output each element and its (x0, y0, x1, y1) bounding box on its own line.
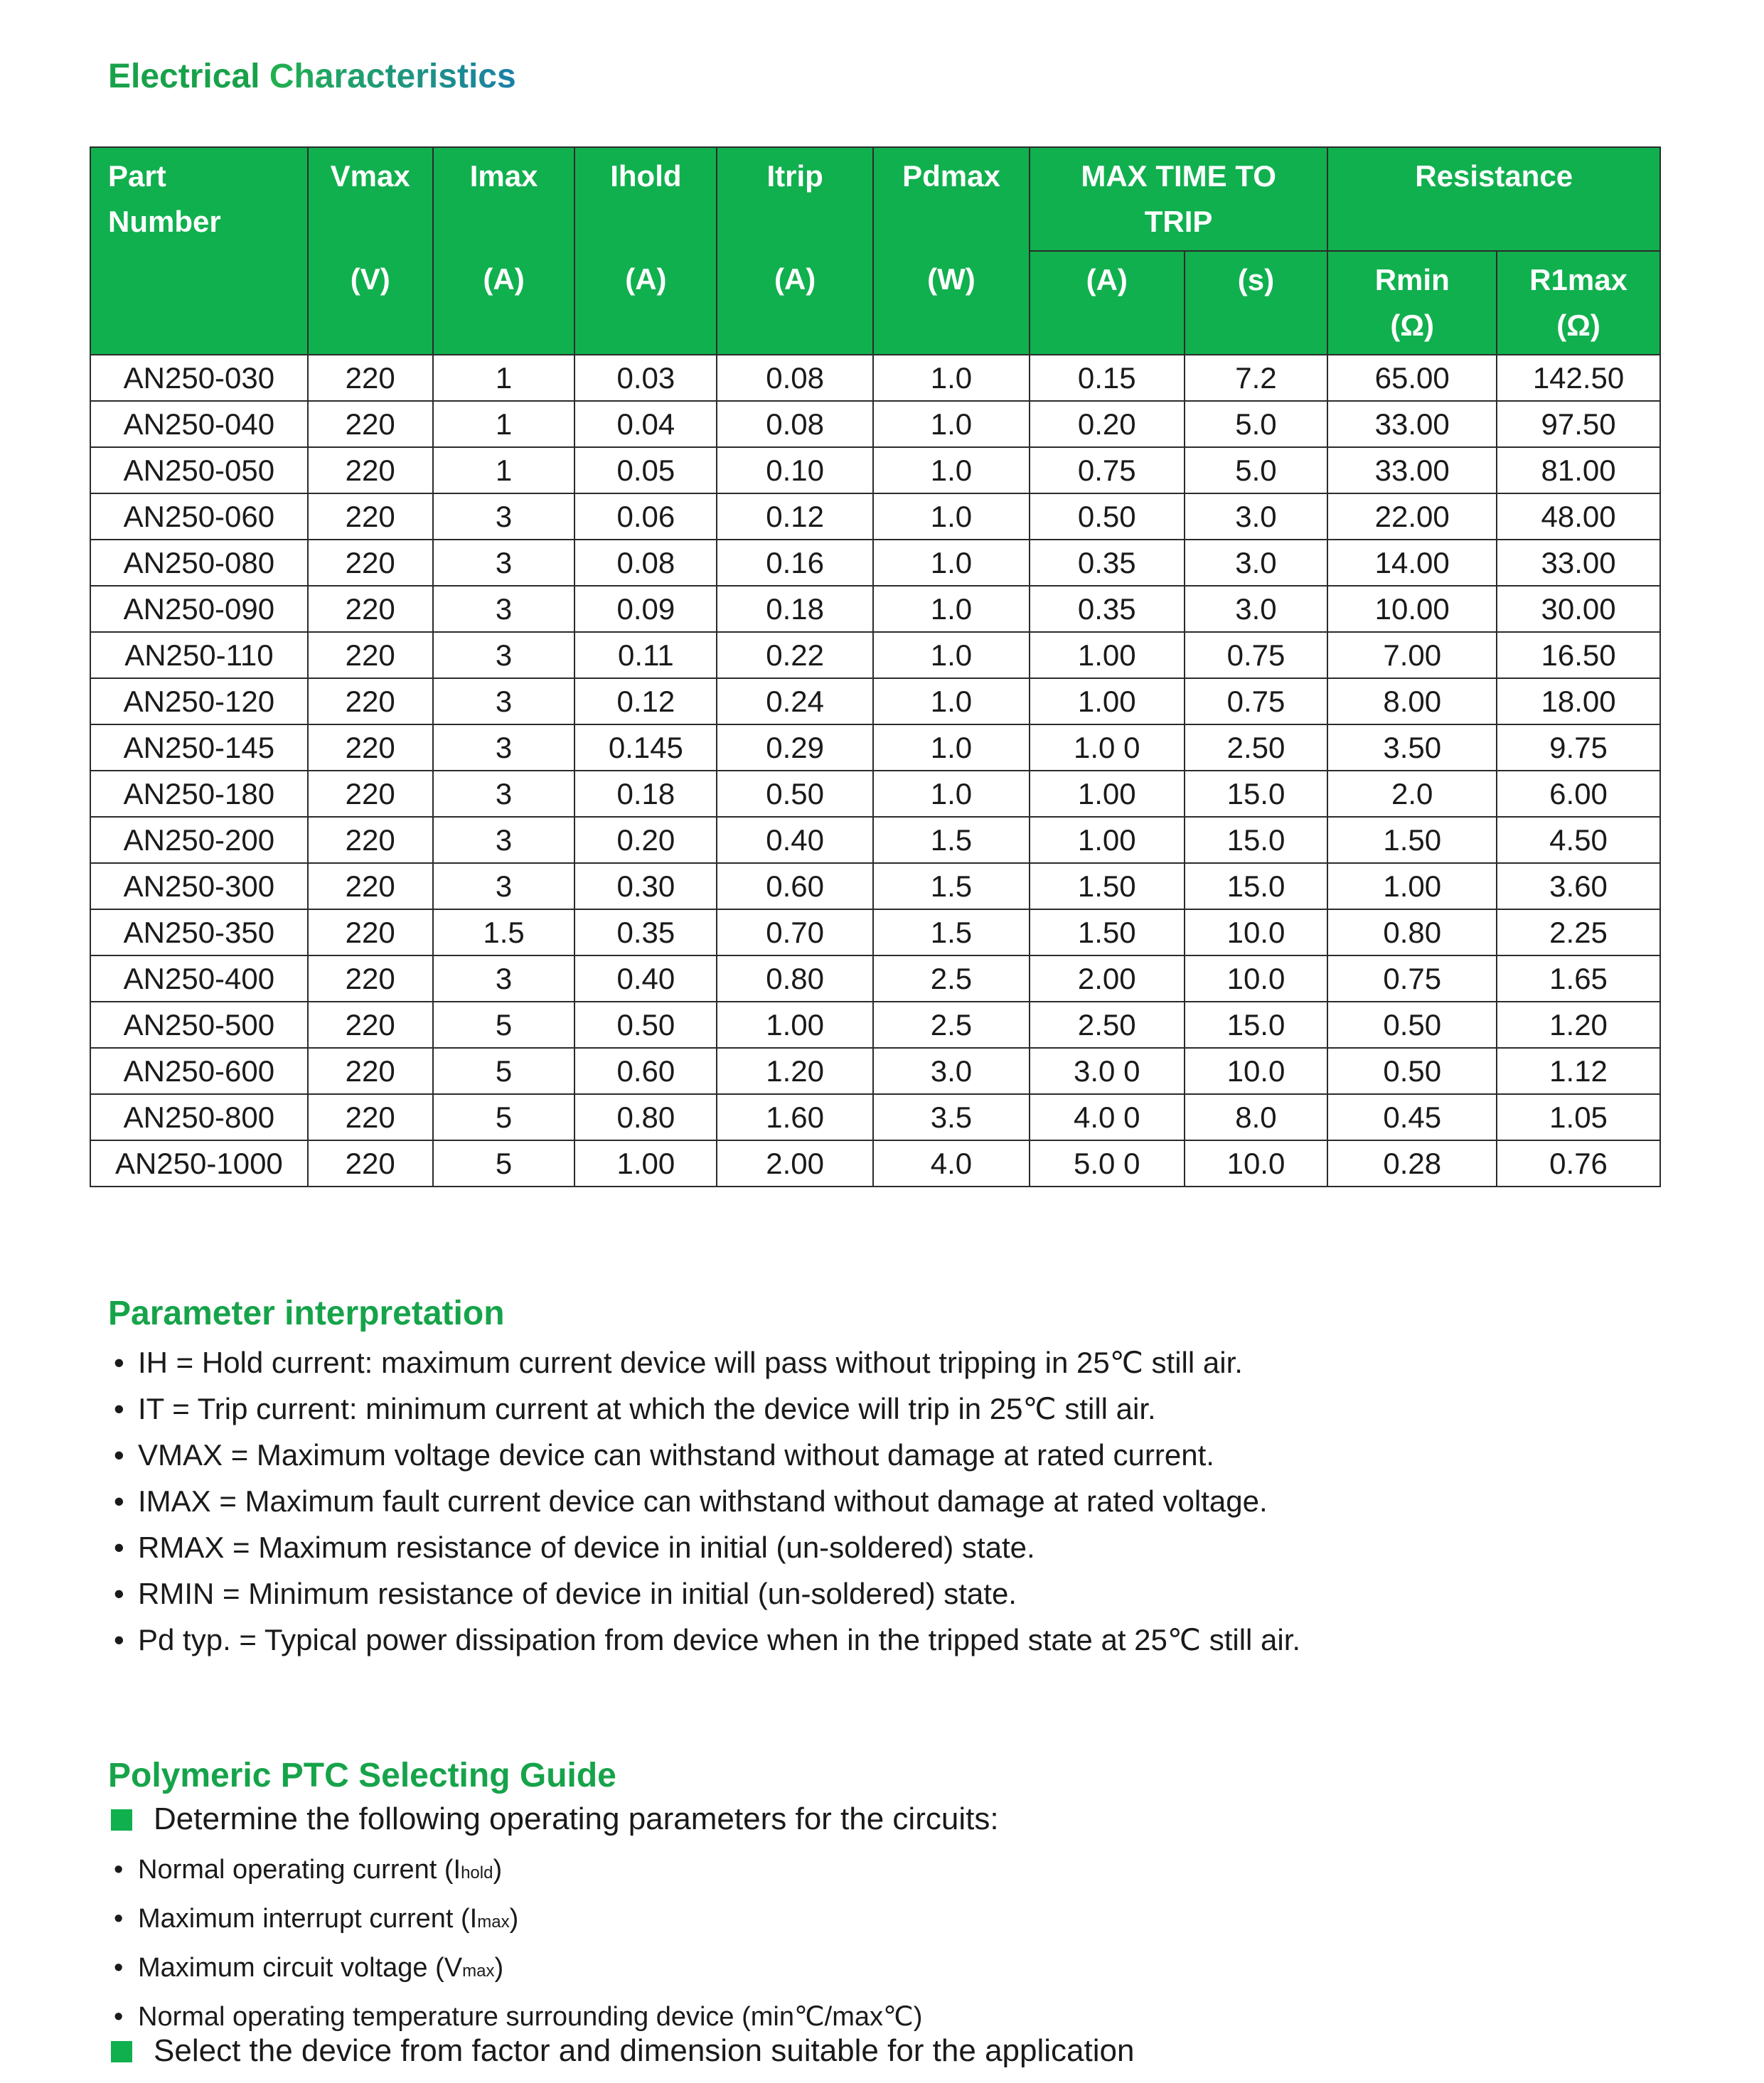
part-number-cell: AN250-080 (90, 540, 308, 586)
part-number-cell: AN250-060 (90, 493, 308, 540)
table-cell: 2.5 (873, 955, 1030, 1002)
table-cell: 33.00 (1497, 540, 1660, 586)
table-cell: 0.20 (574, 817, 717, 863)
table-cell: 30.00 (1497, 586, 1660, 632)
table-cell: 0.28 (1327, 1140, 1497, 1187)
table-row (90, 909, 1660, 955)
unit-trip-a: (A) (1030, 251, 1185, 355)
table-cell: 3 (433, 678, 575, 724)
table-cell: 1 (433, 401, 575, 447)
part-number-cell: AN250-500 (90, 1002, 308, 1048)
selecting-guide-title: Polymeric PTC Selecting Guide (108, 1757, 616, 1794)
part-number-cell: AN250-1000 (90, 1140, 308, 1187)
table-cell: 0.50 (1030, 493, 1185, 540)
table-row (90, 355, 1660, 401)
table-cell: 220 (308, 771, 433, 817)
table-cell: 1.50 (1030, 909, 1185, 955)
table-cell: 0.145 (574, 724, 717, 771)
part-number-cell: AN250-145 (90, 724, 308, 771)
table-cell: 0.40 (717, 817, 873, 863)
table-row (90, 678, 1660, 724)
table-cell: 1.00 (1030, 771, 1185, 817)
table-cell: 1.00 (1030, 817, 1185, 863)
table-cell: 220 (308, 540, 433, 586)
table-cell: 1.50 (1030, 863, 1185, 909)
table-cell: 0.12 (717, 493, 873, 540)
table-cell: 0.18 (574, 771, 717, 817)
table-cell: 10.0 (1185, 1140, 1328, 1187)
table-cell: 1.5 (873, 909, 1030, 955)
electrical-characteristics-title (108, 57, 516, 96)
table-cell: 0.08 (717, 355, 873, 401)
table-cell: 7.2 (1185, 355, 1328, 401)
table-cell: 2.0 (1327, 771, 1497, 817)
bullet-icon: • (114, 1438, 124, 1472)
table-cell: 220 (308, 401, 433, 447)
table-cell: 220 (308, 493, 433, 540)
table-cell: 1.20 (717, 1048, 873, 1094)
table-cell: 0.35 (1030, 540, 1185, 586)
table-cell: 0.30 (574, 863, 717, 909)
table-cell: 1 (433, 447, 575, 493)
bullet-icon: • (114, 1531, 124, 1564)
table-cell: 1.0 0 (1030, 724, 1185, 771)
part-number-cell: AN250-800 (90, 1094, 308, 1140)
table-cell: 0.08 (717, 401, 873, 447)
table-cell: 65.00 (1327, 355, 1497, 401)
table-cell: 1.00 (574, 1140, 717, 1187)
table-cell: 3.0 (1185, 540, 1328, 586)
table-cell: 1.0 (873, 586, 1030, 632)
table-cell: 7.00 (1327, 632, 1497, 678)
table-cell: 2.00 (717, 1140, 873, 1187)
table-cell: 1.00 (1030, 678, 1185, 724)
table-cell: 5.0 (1185, 401, 1328, 447)
electrical-characteristics-table (90, 146, 1661, 1187)
table-cell: 220 (308, 909, 433, 955)
table-cell: 0.60 (574, 1048, 717, 1094)
table-cell: 3.5 (873, 1094, 1030, 1140)
table-cell: 5.0 0 (1030, 1140, 1185, 1187)
table-cell: 1.0 (873, 724, 1030, 771)
table-cell: 0.80 (717, 955, 873, 1002)
table-cell: 3.0 (1185, 493, 1328, 540)
table-row (90, 447, 1660, 493)
table-cell: 15.0 (1185, 817, 1328, 863)
title-word-electrical: Electrical (108, 58, 260, 95)
table-cell: 3.0 (1185, 586, 1328, 632)
unit-imax-a: (A) (433, 251, 575, 355)
table-cell: 1.65 (1497, 955, 1660, 1002)
table-cell: 0.50 (1327, 1002, 1497, 1048)
guide-item: • Normal operating current (Ihold) (114, 1847, 922, 1896)
parameter-list (114, 1339, 1300, 1663)
table-cell: 220 (308, 724, 433, 771)
green-square-icon (111, 2041, 132, 2062)
table-cell: 1.0 (873, 447, 1030, 493)
table-cell: 33.00 (1327, 447, 1497, 493)
table-cell: 0.22 (717, 632, 873, 678)
table-cell: 81.00 (1497, 447, 1660, 493)
table-cell: 220 (308, 1140, 433, 1187)
header-rmin: Rmin (Ω) (1327, 251, 1497, 355)
table-cell: 5 (433, 1140, 575, 1187)
part-number-cell: AN250-050 (90, 447, 308, 493)
parameter-item: • IT = Trip current: minimum current at which the device will trip in 25℃ still air. (114, 1386, 1300, 1432)
table-cell: 1.0 (873, 493, 1030, 540)
table-cell: 1.5 (873, 817, 1030, 863)
table-row (90, 632, 1660, 678)
table-cell: 1.0 (873, 355, 1030, 401)
part-number-cell: AN250-090 (90, 586, 308, 632)
bullet-icon: • (114, 1855, 124, 1885)
table-row (90, 1140, 1660, 1187)
table-cell: 4.0 0 (1030, 1094, 1185, 1140)
table-cell: 3 (433, 540, 575, 586)
header-r1max: R1max (Ω) (1497, 251, 1660, 355)
table-cell: 15.0 (1185, 771, 1328, 817)
table-cell: 3.60 (1497, 863, 1660, 909)
table-cell: 15.0 (1185, 1002, 1328, 1048)
green-square-icon (111, 1809, 132, 1831)
table-cell: 18.00 (1497, 678, 1660, 724)
bullet-icon: • (114, 1577, 124, 1610)
part-number-cell: AN250-600 (90, 1048, 308, 1094)
table-cell: 0.50 (717, 771, 873, 817)
guide-item: • Maximum interrupt current (Imax) (114, 1896, 922, 1945)
table-cell: 0.06 (574, 493, 717, 540)
table-cell: 97.50 (1497, 401, 1660, 447)
header-itrip: Itrip (717, 147, 873, 251)
table-cell: 220 (308, 817, 433, 863)
parameter-item: • RMAX = Maximum resistance of device in initial (un-soldered) state. (114, 1524, 1300, 1570)
part-number-cell: AN250-300 (90, 863, 308, 909)
table-cell: 8.0 (1185, 1094, 1328, 1140)
table-cell: 1.05 (1497, 1094, 1660, 1140)
table-cell: 0.09 (574, 586, 717, 632)
table-cell: 10.0 (1185, 955, 1328, 1002)
table-cell: 33.00 (1327, 401, 1497, 447)
table-cell: 0.03 (574, 355, 717, 401)
table-cell: 15.0 (1185, 863, 1328, 909)
table-cell: 0.18 (717, 586, 873, 632)
table-cell: 14.00 (1327, 540, 1497, 586)
unit-itrip-a: (A) (717, 251, 873, 355)
table-cell: 5 (433, 1002, 575, 1048)
table-cell: 0.76 (1497, 1140, 1660, 1187)
table-cell: 1.00 (717, 1002, 873, 1048)
table-row (90, 955, 1660, 1002)
guide-heading-determine: Determine the following operating parameters for the circuits: (111, 1801, 999, 1837)
table-cell: 220 (308, 586, 433, 632)
table-cell: 1.0 (873, 771, 1030, 817)
table-cell: 3 (433, 863, 575, 909)
table-cell: 5 (433, 1048, 575, 1094)
table-cell: 4.0 (873, 1140, 1030, 1187)
unit-ihold-a: (A) (574, 251, 717, 355)
table-row (90, 540, 1660, 586)
table-cell: 0.35 (574, 909, 717, 955)
table-row (90, 1002, 1660, 1048)
table-cell: 4.50 (1497, 817, 1660, 863)
table-cell: 0.24 (717, 678, 873, 724)
header-pdmax: Pdmax (873, 147, 1030, 251)
table-cell: 0.50 (574, 1002, 717, 1048)
header-imax: Imax (433, 147, 575, 251)
table-cell: 3.0 0 (1030, 1048, 1185, 1094)
header-ihold: Ihold (574, 147, 717, 251)
table-cell: 3.0 (873, 1048, 1030, 1094)
table-cell: 1.0 (873, 401, 1030, 447)
table-cell: 2.50 (1030, 1002, 1185, 1048)
parameter-item: • Pd typ. = Typical power dissipation from device when in the tripped state at 25℃ still air. (114, 1617, 1300, 1663)
table-cell: 220 (308, 863, 433, 909)
table-cell: 1.5 (873, 863, 1030, 909)
unit-w: (W) (873, 251, 1030, 355)
unit-v: (V) (308, 251, 433, 355)
parameter-item: • IH = Hold current: maximum current device will pass without tripping in 25℃ still air. (114, 1339, 1300, 1386)
table-cell: 220 (308, 1048, 433, 1094)
part-number-cell: AN250-200 (90, 817, 308, 863)
table-cell: 2.50 (1185, 724, 1328, 771)
table-cell: 220 (308, 447, 433, 493)
part-number-cell: AN250-030 (90, 355, 308, 401)
table-row (90, 401, 1660, 447)
bullet-icon: • (114, 1623, 124, 1656)
table-cell: 2.00 (1030, 955, 1185, 1002)
unit-s: (s) (1185, 251, 1328, 355)
table-cell: 16.50 (1497, 632, 1660, 678)
bullet-icon: • (114, 1484, 124, 1518)
header-vmax: Vmax (308, 147, 433, 251)
parameter-interpretation-title: Parameter interpretation (108, 1295, 505, 1332)
table-cell: 3 (433, 586, 575, 632)
table-cell: 3 (433, 817, 575, 863)
table-cell: 220 (308, 955, 433, 1002)
bullet-icon: • (114, 1346, 124, 1379)
table-cell: 0.45 (1327, 1094, 1497, 1140)
table-cell: 220 (308, 632, 433, 678)
table-cell: 220 (308, 1094, 433, 1140)
table-cell: 9.75 (1497, 724, 1660, 771)
table-row (90, 493, 1660, 540)
guide-list (114, 1847, 922, 2043)
table-cell: 1.12 (1497, 1048, 1660, 1094)
table-cell: 0.20 (1030, 401, 1185, 447)
table-cell: 1.00 (1327, 863, 1497, 909)
table-cell: 220 (308, 1002, 433, 1048)
parameter-item: • IMAX = Maximum fault current device can withstand without damage at rated voltage. (114, 1478, 1300, 1524)
table-body (90, 355, 1660, 1187)
table-row (90, 1048, 1660, 1094)
bullet-icon: • (114, 1953, 124, 1983)
table-cell: 0.70 (717, 909, 873, 955)
table-cell: 10.0 (1185, 1048, 1328, 1094)
table-cell: 2.25 (1497, 909, 1660, 955)
table-row (90, 1094, 1660, 1140)
header-part-number: Part Number (90, 147, 308, 355)
guide-item: • Normal operating temperature surrounding device (min℃/max℃) (114, 1994, 922, 2043)
table-cell: 8.00 (1327, 678, 1497, 724)
table-cell: 1.00 (1030, 632, 1185, 678)
table-cell: 3 (433, 724, 575, 771)
table-cell: 10.00 (1327, 586, 1497, 632)
table-cell: 0.12 (574, 678, 717, 724)
table-row (90, 586, 1660, 632)
table-cell: 48.00 (1497, 493, 1660, 540)
part-number-cell: AN250-180 (90, 771, 308, 817)
part-number-cell: AN250-120 (90, 678, 308, 724)
table-cell: 3 (433, 955, 575, 1002)
table-cell: 1.20 (1497, 1002, 1660, 1048)
table-cell: 0.15 (1030, 355, 1185, 401)
table-cell: 2.5 (873, 1002, 1030, 1048)
table-cell: 0.50 (1327, 1048, 1497, 1094)
bullet-icon: • (114, 1904, 124, 1934)
table-cell: 142.50 (1497, 355, 1660, 401)
part-number-cell: AN250-350 (90, 909, 308, 955)
table-cell: 0.75 (1185, 632, 1328, 678)
table-cell: 1.50 (1327, 817, 1497, 863)
table-cell: 1.0 (873, 678, 1030, 724)
table-cell: 22.00 (1327, 493, 1497, 540)
guide-item: • Maximum circuit voltage (Vmax) (114, 1945, 922, 1994)
table-cell: 0.60 (717, 863, 873, 909)
table-cell: 1.0 (873, 632, 1030, 678)
table-cell: 0.75 (1030, 447, 1185, 493)
bullet-icon: • (114, 2002, 124, 2032)
table-cell: 0.05 (574, 447, 717, 493)
table-cell: 0.80 (574, 1094, 717, 1140)
table-cell: 5 (433, 1094, 575, 1140)
guide-heading-select: Select the device from factor and dimension suitable for the application (111, 2033, 1134, 2069)
header-max-time-to-trip: MAX TIME TO TRIP (1030, 147, 1327, 251)
table-cell: 0.11 (574, 632, 717, 678)
table-cell: 1.60 (717, 1094, 873, 1140)
table-cell: 6.00 (1497, 771, 1660, 817)
table-cell: 0.16 (717, 540, 873, 586)
table-cell: 0.40 (574, 955, 717, 1002)
table-cell: 3 (433, 493, 575, 540)
table-cell: 1.0 (873, 540, 1030, 586)
table-row (90, 817, 1660, 863)
table-row (90, 724, 1660, 771)
table-cell: 0.10 (717, 447, 873, 493)
part-number-cell: AN250-110 (90, 632, 308, 678)
parameter-item: • VMAX = Maximum voltage device can withstand without damage at rated current. (114, 1432, 1300, 1478)
header-resistance: Resistance (1327, 147, 1660, 251)
title-word-characteristics: Characteristics (269, 58, 516, 95)
part-number-cell: AN250-400 (90, 955, 308, 1002)
table-cell: 3 (433, 771, 575, 817)
table-cell: 0.75 (1327, 955, 1497, 1002)
parameter-item: • RMIN = Minimum resistance of device in initial (un-soldered) state. (114, 1570, 1300, 1617)
table-row (90, 771, 1660, 817)
bullet-icon: • (114, 1392, 124, 1425)
table-cell: 3 (433, 632, 575, 678)
table-cell: 3.50 (1327, 724, 1497, 771)
table-cell: 0.80 (1327, 909, 1497, 955)
table-cell: 0.04 (574, 401, 717, 447)
table-cell: 0.29 (717, 724, 873, 771)
table-cell: 5.0 (1185, 447, 1328, 493)
table-cell: 1 (433, 355, 575, 401)
table-cell: 1.5 (433, 909, 575, 955)
part-number-cell: AN250-040 (90, 401, 308, 447)
table-cell: 220 (308, 678, 433, 724)
table-row (90, 863, 1660, 909)
table-cell: 0.35 (1030, 586, 1185, 632)
table-cell: 220 (308, 355, 433, 401)
table-cell: 0.08 (574, 540, 717, 586)
table-cell: 10.0 (1185, 909, 1328, 955)
table-cell: 0.75 (1185, 678, 1328, 724)
